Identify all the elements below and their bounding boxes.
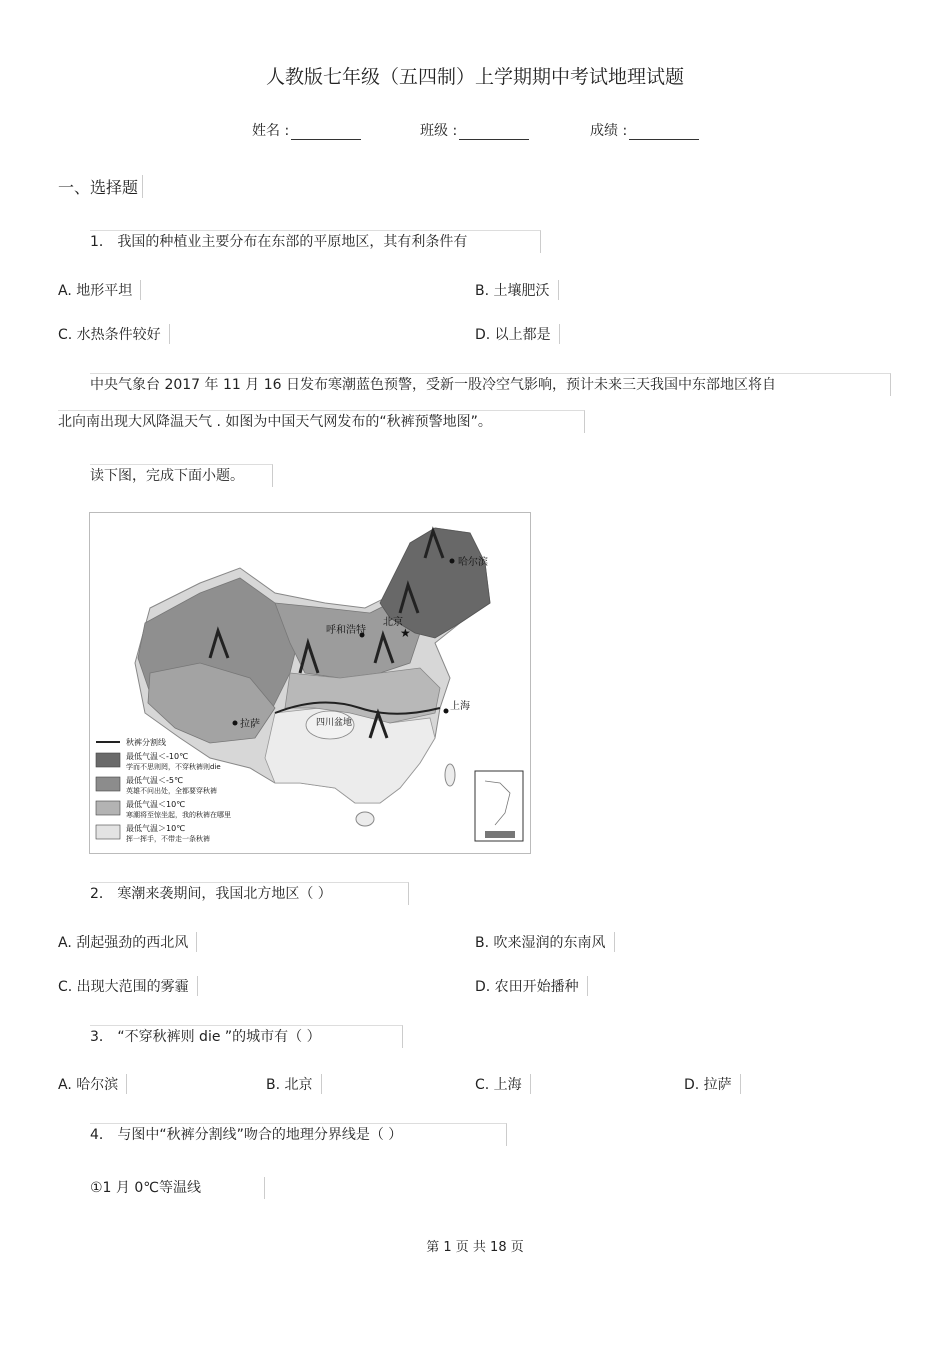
question-2: 2． 寒潮来袭期间，我国北方地区（ ） [90, 882, 409, 905]
city-beijing: 北京 [383, 617, 403, 628]
legend-3-sub: 寒潮将至惊坐起，我的秋裤在哪里 [126, 811, 231, 819]
city-harbin: 哈尔滨 [458, 557, 488, 568]
score-label: 成绩 : [590, 123, 628, 139]
score-field [590, 120, 699, 140]
legend-4-sub: 挥一挥手，不带走一条秋裤 [126, 835, 210, 843]
q4-item-1: ①1 月 0℃等温线 [90, 1177, 265, 1199]
legend-4-label: 最低气温＞10℃ [126, 824, 186, 833]
legend-2-label: 最低气温＜-5℃ [126, 776, 183, 785]
score-blank[interactable] [629, 125, 699, 140]
q1-option-d[interactable]: D. 以上都是 [475, 324, 560, 344]
q1-option-b[interactable]: B. 土壤肥沃 [475, 280, 559, 300]
q2-option-d[interactable]: D. 农田开始播种 [475, 976, 588, 996]
legend-2-sub: 英雄不问出处，全都要穿秋裤 [126, 787, 217, 795]
passage-line-2: 北向南出现大风降温天气 . 如图为中国天气网发布的“秋裤预警地图”。 [58, 410, 585, 433]
name-field [252, 120, 361, 140]
q1-option-a[interactable]: A. 地形平坦 [58, 280, 141, 300]
q3-option-a[interactable]: A. 哈尔滨 [58, 1074, 127, 1094]
legend-1-sub: 学而不思则罔，不穿秋裤则die [126, 763, 221, 771]
q1-option-c[interactable]: C. 水热条件较好 [58, 324, 170, 344]
city-lhasa: 拉萨 [240, 719, 260, 730]
china-map-graphic [90, 513, 530, 853]
name-label: 姓名 : [252, 123, 290, 139]
question-1: 1． 我国的种植业主要分布在东部的平原地区，其有利条件有 [90, 230, 541, 253]
q3-option-c[interactable]: C. 上海 [475, 1074, 531, 1094]
class-label: 班级 : [420, 123, 458, 139]
q3-option-d[interactable]: D. 拉萨 [684, 1074, 741, 1094]
class-blank[interactable] [459, 125, 529, 140]
legend-3-label: 最低气温＜10℃ [126, 800, 186, 809]
sichuan-basin-label: 四川盆地 [316, 718, 353, 728]
question-4: 4． 与图中“秋裤分割线”吻合的地理分界线是（ ） [90, 1123, 507, 1146]
q2-option-c[interactable]: C. 出现大范围的雾霾 [58, 976, 198, 996]
city-shanghai: 上海 [450, 701, 470, 712]
q2-option-a[interactable]: A. 刮起强劲的西北风 [58, 932, 197, 952]
class-field [420, 120, 529, 140]
question-3: 3． “不穿秋裤则 die ”的城市有（ ） [90, 1025, 403, 1048]
page-title: 人教版七年级（五四制）上学期期中考试地理试题 [265, 66, 684, 88]
passage-instruction: 读下图，完成下面小题。 [90, 464, 273, 487]
page-footer: 第 1 页 共 18 页 [426, 1240, 524, 1255]
svg-text:★: ★ [400, 626, 411, 640]
section-heading: 一、选择题 [58, 175, 143, 198]
legend-divider-label: 秋裤分割线 [126, 738, 166, 747]
name-blank[interactable] [291, 125, 361, 140]
legend-1-label: 最低气温＜-10℃ [126, 752, 189, 761]
q2-option-b[interactable]: B. 吹来湿润的东南风 [475, 932, 615, 952]
q3-option-b[interactable]: B. 北京 [266, 1074, 322, 1094]
passage-line-1: 中央气象台 2017 年 11 月 16 日发布寒潮蓝色预警，受新一股冷空气影响，预计未来三天我国中东部地区将自 [90, 373, 891, 396]
weather-map [89, 512, 531, 854]
city-hohhot: 呼和浩特 [326, 625, 366, 636]
